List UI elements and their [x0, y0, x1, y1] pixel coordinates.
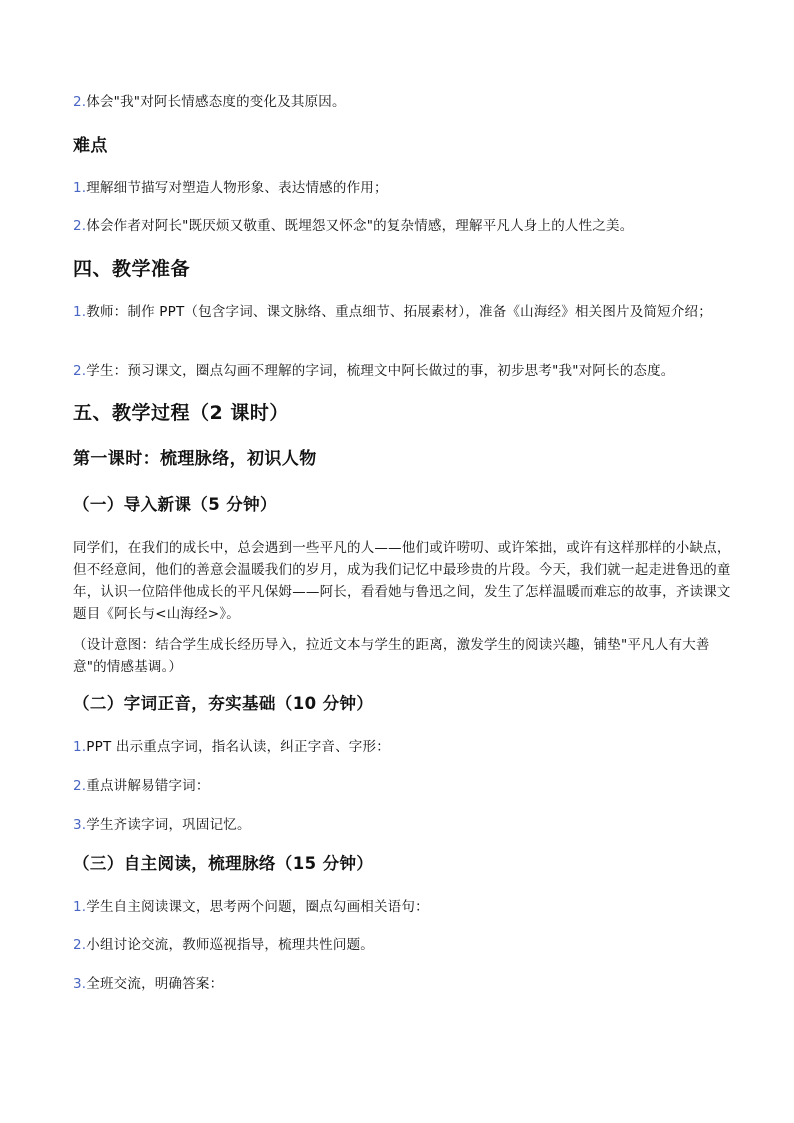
list-number: 1. — [73, 180, 87, 196]
list-number: 2. — [73, 218, 87, 234]
paragraph-text: 体会"我"对阿长情感态度的变化及其原因。 — [86, 94, 346, 110]
paragraph-reading-2 — [73, 934, 733, 956]
paragraph-text: 理解细节描写对塑造人物形象、表达情感的作用； — [86, 180, 388, 196]
list-number: 2. — [73, 937, 87, 953]
list-number: 1. — [73, 899, 87, 915]
paragraph-design-intent: （设计意图：结合学生成长经历导入，拉近文本与学生的距离，激发学生的阅读兴趣，铺垫"平凡人有大善意"的情感基调。） — [73, 637, 710, 675]
paragraph-vocab-1 — [73, 736, 733, 758]
paragraph-text: 小组讨论交流，教师巡视指导，梳理共性问题。 — [86, 937, 374, 953]
heading-lesson-one: 第一课时：梳理脉络，初识人物 — [73, 449, 317, 469]
paragraph-difficulty-1 — [73, 177, 733, 199]
list-number: 2. — [73, 363, 87, 379]
list-number: 1. — [73, 739, 87, 755]
paragraph-reading-1 — [73, 896, 733, 918]
paragraph-text: 学生：预习课文，圈点勾画不理解的字词，梳理文中阿长做过的事，初步思考"我"对阿长的态度。 — [86, 363, 675, 379]
paragraph-reading-3 — [73, 973, 733, 995]
paragraph-text: 重点讲解易错字词： — [86, 778, 210, 794]
heading-teaching-process: 五、教学过程（2 课时） — [73, 402, 289, 424]
paragraph-text: 教师：制作 PPT（包含字词、课文脉络、重点细节、拓展素材），准备《山海经》相关图片及简短介绍； — [86, 304, 712, 320]
list-number: 3. — [73, 976, 87, 992]
list-number: 2. — [73, 778, 87, 794]
paragraph-text: 体会作者对阿长"既厌烦又敬重、既埋怨又怀念"的复杂情感，理解平凡人身上的人性之美。 — [86, 218, 634, 234]
paragraph-goal-2 — [73, 91, 733, 113]
paragraph-vocab-3 — [73, 814, 733, 836]
paragraph-text: 全班交流，明确答案： — [86, 976, 224, 992]
paragraph-intro-speech: 同学们，在我们的成长中，总会遇到一些平凡的人——他们或许唠叨、或许笨拙，或许有这样那样的小缺点，但不经意间，他们的善意会温暖我们的岁月，成为我们记忆中最珍贵的片段。今天，我们就一起走进鲁迅的童年，认识一位陪伴他成长的平凡保姆——阿长，看看她与鲁迅之间，发生了怎样温暖而难忘的故事，齐读课文题目《阿长与<山海经>》。 — [73, 540, 731, 622]
paragraph-text: 学生齐读字词，巩固记忆。 — [86, 817, 251, 833]
paragraph-difficulty-2 — [73, 215, 733, 237]
paragraph-text: 学生自主阅读课文，思考两个问题，圈点勾画相关语句： — [86, 899, 429, 915]
list-number: 3. — [73, 817, 87, 833]
heading-part-vocabulary: （二）字词正音，夯实基础（10 分钟） — [73, 694, 374, 713]
list-number: 1. — [73, 304, 87, 320]
paragraph-text: PPT 出示重点字词，指名认读，纠正字音、字形： — [86, 739, 390, 755]
list-number: 2. — [73, 94, 87, 110]
heading-part-intro: （一）导入新课（5 分钟） — [73, 495, 277, 514]
heading-part-reading: （三）自主阅读，梳理脉络（15 分钟） — [73, 854, 374, 873]
paragraph-prep-student — [73, 360, 733, 382]
paragraph-vocab-2 — [73, 775, 733, 797]
heading-teaching-preparation: 四、教学准备 — [73, 258, 191, 280]
heading-difficulties: 难点 — [73, 136, 108, 156]
paragraph-prep-teacher — [73, 301, 733, 323]
